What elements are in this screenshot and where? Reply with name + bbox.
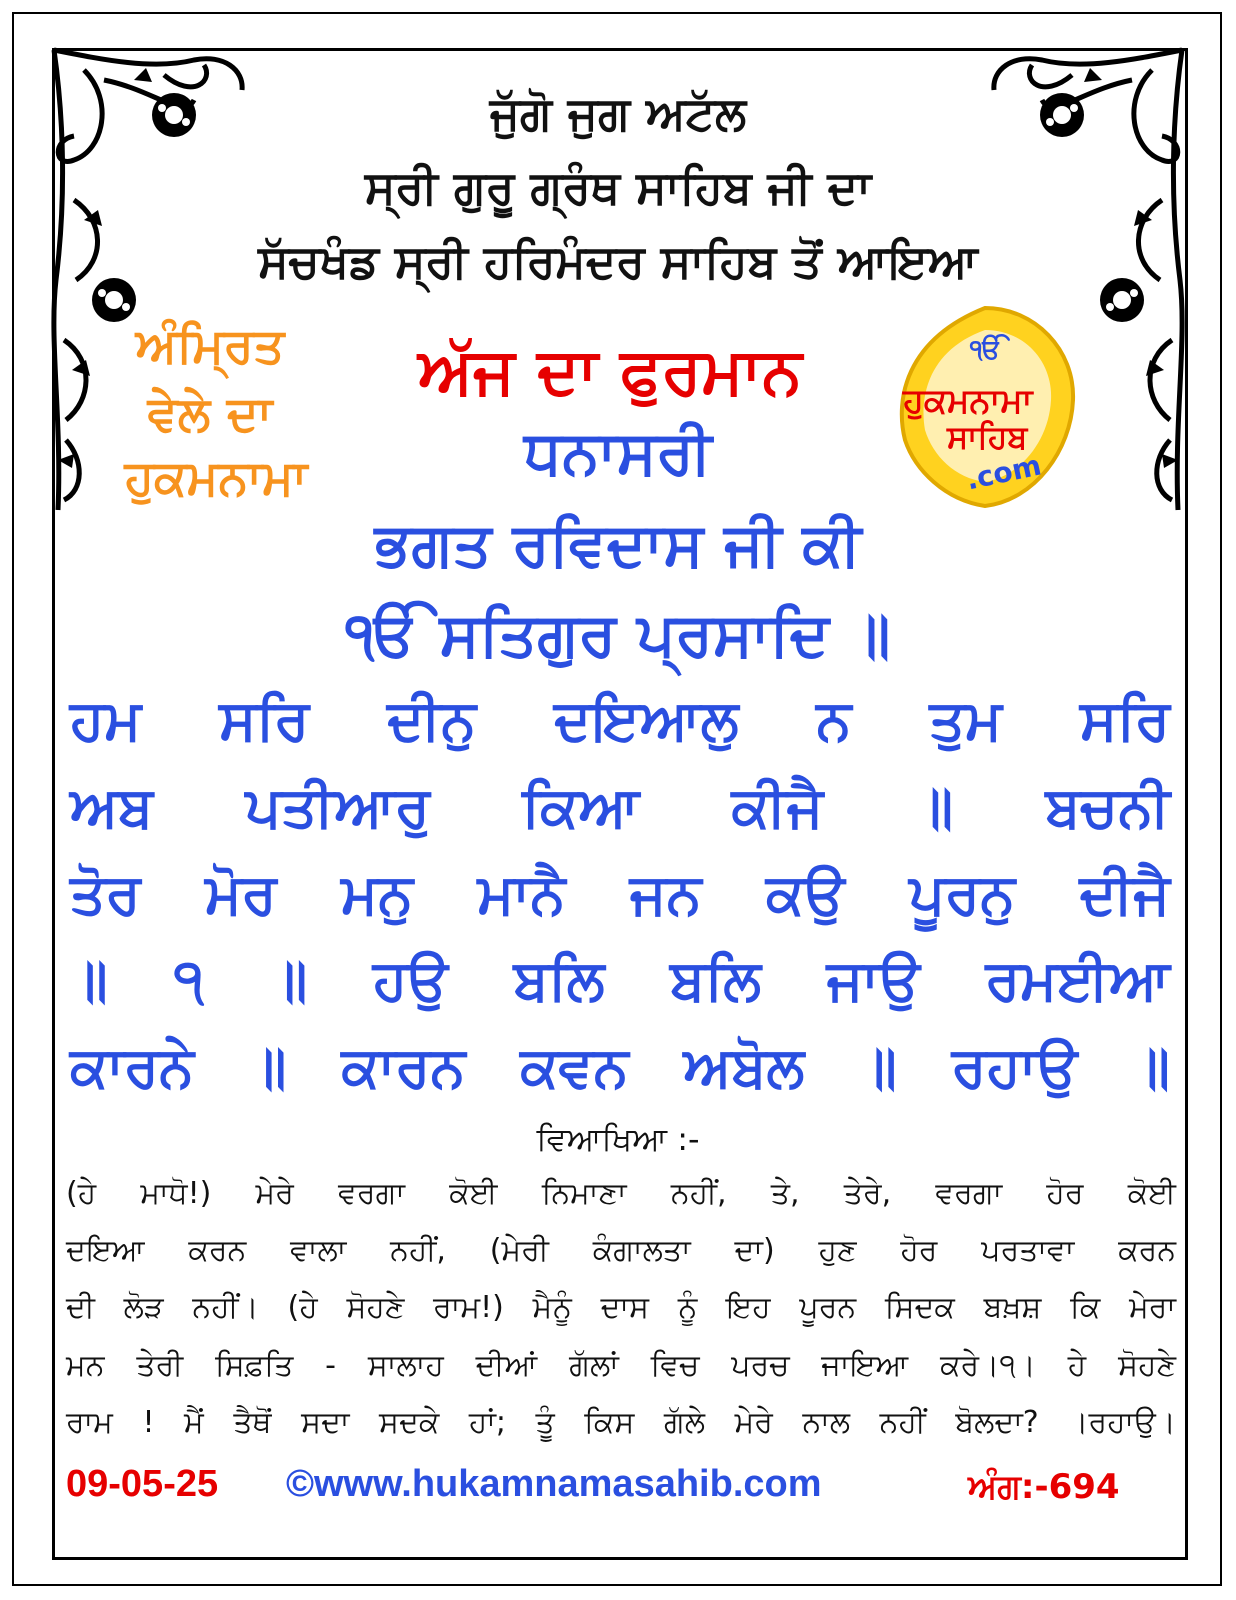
side-label-line-3: ਹੁਕਮਨਾਮਾ [124, 450, 308, 506]
logo-line-2: ਸਾਹਿਬ [947, 418, 1028, 456]
mool-mantar: ੴ ਸਤਿਗੁਰ ਪ੍ਰਸਾਦਿ ॥ [345, 600, 891, 670]
explanation-line-5: ਰਾਮ ! ਮੈਂ ਤੈਥੋਂ ਸਦਾ ਸਦਕੇ ਹਾਂ; ਤੂੰ ਕਿਸ ਗੱਲੇ ਮੇਰੇ ਨਾਲ ਨਹੀਂ ਬੋਲਦਾ? ।ਰਹਾਉ। [66, 1405, 1176, 1440]
explanation-line-1: (ਹੇ ਮਾਧੋ!) ਮੇਰੇ ਵਰਗਾ ਕੋਈ ਨਿਮਾਣਾ ਨਹੀਂ, ਤੇ, ਤੇਰੇ, ਵਰਗਾ ਹੋਰ ਕੋਈ [66, 1176, 1176, 1211]
header-line-1: ਜੁੱਗੋ ਜੁਗ ਅਟੱਲ [489, 86, 747, 140]
explanation-label: ਵਿਆਖਿਆ :- [536, 1120, 700, 1158]
bhagat-name: ਭਗਤ ਰਵਿਦਾਸ ਜੀ ਕੀ [374, 510, 862, 580]
logo-top-text: ੴ [970, 335, 1002, 365]
verse-line-1: ਹਮ ਸਰਿ ਦੀਨੁ ਦਇਆਲੁ ਨ ਤੁਮ ਸਰਿ [70, 688, 1170, 753]
page-title: ਅੱਜ ਦਾ ਫੁਰਮਾਨ [418, 335, 802, 409]
verse-line-3: ਤੋਰ ਮੋਰ ਮਨੁ ਮਾਨੈ ਜਨ ਕਉ ਪੂਰਨੁ ਦੀਜੈ [70, 862, 1170, 927]
footer-website-link[interactable]: ©www.hukamnamasahib.com [286, 1463, 822, 1505]
header-line-3: ਸੱਚਖੰਡ ਸ੍ਰੀ ਹਰਿਮੰਦਰ ਸਾਹਿਬ ਤੋਂ ਆਇਆ [258, 234, 978, 288]
verse-line-2: ਅਬ ਪਤੀਆਰੁ ਕਿਆ ਕੀਜੈ ॥ ਬਚਨੀ [70, 775, 1170, 840]
logo-line-1: ਹੁਕਮਨਾਮਾ [903, 381, 1033, 421]
logo-line-3: .com [963, 448, 1045, 497]
explanation-line-4: ਮਨ ਤੇਰੀ ਸਿਫ਼ਤਿ - ਸਾਲਾਹ ਦੀਆਂ ਗੱਲਾਂ ਵਿਚ ਪਰਚ ਜਾਇਆ ਕਰੇ।੧। ਹੇ ਸੋਹਣੇ [66, 1348, 1176, 1383]
explanation-line-3: ਦੀ ਲੋੜ ਨਹੀਂ। (ਹੇ ਸੋਹਣੇ ਰਾਮ!) ਮੈਨੂੰ ਦਾਸ ਨੂੰ ਇਹ ਪੂਰਨ ਸਿਦਕ ਬਖ਼ਸ਼ ਕਿ ਮੇਰਾ [66, 1290, 1176, 1325]
header-line-2: ਸ੍ਰੀ ਗੁਰੂ ਗ੍ਰੰਥ ਸਾਹਿਬ ਜੀ ਦਾ [364, 160, 872, 214]
side-label-line-2: ਵੇਲੇ ਦਾ [147, 386, 273, 442]
footer-date: 09-05-25 [66, 1463, 219, 1505]
verse-line-5: ਕਾਰਨੇ ॥ ਕਾਰਨ ਕਵਨ ਅਬੋਲ ॥ ਰਹਾਉ ॥ [70, 1035, 1170, 1100]
raag-name: ਧਨਾਸਰੀ [524, 418, 712, 488]
verse-line-4: ॥ ੧ ॥ ਹਉ ਬਲਿ ਬਲਿ ਜਾਉ ਰਮਈਆ [70, 948, 1170, 1013]
footer-ang: ਅੰਗ:-694 [968, 1467, 1120, 1507]
explanation-line-2: ਦਇਆ ਕਰਨ ਵਾਲਾ ਨਹੀਂ, (ਮੇਰੀ ਕੰਗਾਲਤਾ ਦਾ) ਹੁਣ ਹੋਰ ਪਰਤਾਵਾ ਕਰਨ [66, 1233, 1176, 1268]
side-label-line-1: ਅੰਮ੍ਰਿਤ [135, 318, 285, 374]
